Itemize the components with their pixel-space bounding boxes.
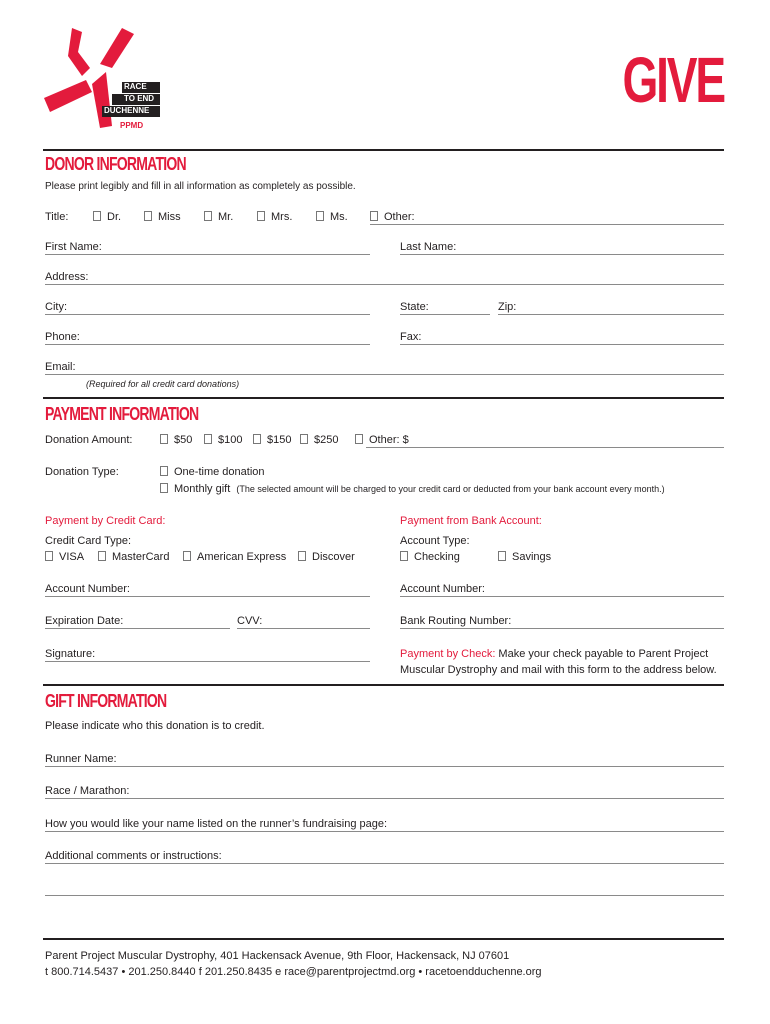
checkbox-icon[interactable] [400, 551, 408, 561]
comments-field[interactable] [45, 863, 724, 864]
checkbox-icon[interactable] [300, 434, 308, 444]
check-instructions: Payment by Check: Make your check payable to Parent Project [400, 648, 709, 660]
gift-intro: Please indicate who this donation is to credit. [45, 720, 265, 732]
amount-250[interactable]: $250 [300, 434, 338, 446]
account-savings[interactable]: Savings [498, 551, 551, 563]
bank-account-number-field[interactable] [400, 596, 724, 597]
card-discover[interactable]: Discover [298, 551, 355, 563]
gift-heading: GIFT INFORMATION [45, 691, 167, 711]
address-field[interactable] [45, 284, 724, 285]
logo-line2: TO END [124, 94, 155, 103]
routing-label: Bank Routing Number: [400, 615, 512, 627]
race-label: Race / Marathon: [45, 785, 130, 797]
routing-field[interactable] [400, 628, 724, 629]
cvv-field[interactable] [237, 628, 370, 629]
race-logo-icon [42, 28, 192, 138]
title-other[interactable]: Other: [370, 211, 415, 223]
expiration-label: Expiration Date: [45, 615, 124, 627]
checkbox-icon[interactable] [160, 434, 168, 444]
divider [43, 397, 724, 399]
first-name-field[interactable] [45, 254, 370, 255]
amount-100[interactable]: $100 [204, 434, 242, 446]
first-name-label: First Name: [45, 241, 102, 253]
title-miss[interactable]: Miss [144, 211, 181, 223]
amount-other[interactable]: Other: $ [355, 434, 409, 446]
payment-heading: PAYMENT INFORMATION [45, 404, 199, 424]
last-name-field[interactable] [400, 254, 724, 255]
address-label: Address: [45, 271, 89, 283]
zip-field[interactable] [498, 314, 724, 315]
divider [43, 938, 724, 940]
checkbox-icon[interactable] [204, 434, 212, 444]
runner-name-field[interactable] [45, 766, 724, 767]
card-account-number-field[interactable] [45, 596, 370, 597]
one-time-option[interactable]: One-time donation [160, 466, 265, 478]
city-label: City: [45, 301, 67, 313]
checkbox-icon[interactable] [498, 551, 506, 561]
donor-intro: Please print legibly and fill in all information as completely as possible. [45, 181, 356, 192]
page-title: GIVE [622, 44, 724, 116]
checkbox-icon[interactable] [370, 211, 378, 221]
checkbox-icon[interactable] [257, 211, 265, 221]
card-visa[interactable]: VISA [45, 551, 84, 563]
checkbox-icon[interactable] [298, 551, 306, 561]
checkbox-icon[interactable] [98, 551, 106, 561]
credit-card-heading: Payment by Credit Card: [45, 515, 166, 527]
title-ms[interactable]: Ms. [316, 211, 348, 223]
checkbox-icon[interactable] [45, 551, 53, 561]
logo [42, 28, 192, 138]
zip-label: Zip: [498, 301, 517, 313]
comments-field-2[interactable] [45, 895, 724, 896]
account-type-label: Account Type: [400, 535, 470, 547]
listing-label: How you would like your name listed on the runner’s fundraising page: [45, 818, 388, 830]
expiration-field[interactable] [45, 628, 230, 629]
state-label: State: [400, 301, 429, 313]
runner-name-label: Runner Name: [45, 753, 117, 765]
phone-label: Phone: [45, 331, 80, 343]
divider [43, 149, 724, 151]
signature-label: Signature: [45, 648, 96, 660]
comments-label: Additional comments or instructions: [45, 850, 222, 862]
title-dr[interactable]: Dr. [93, 211, 121, 223]
fax-field[interactable] [400, 344, 724, 345]
card-mastercard[interactable]: MasterCard [98, 551, 169, 563]
donation-amount-label: Donation Amount: [45, 434, 133, 446]
last-name-label: Last Name: [400, 241, 457, 253]
checkbox-icon[interactable] [355, 434, 363, 444]
checkbox-icon[interactable] [93, 211, 101, 221]
logo-org: PPMD [120, 121, 144, 130]
donation-type-label: Donation Type: [45, 466, 119, 478]
checkbox-icon[interactable] [183, 551, 191, 561]
card-amex[interactable]: American Express [183, 551, 286, 563]
title-mr[interactable]: Mr. [204, 211, 233, 223]
other-amount-field[interactable] [366, 447, 724, 448]
checkbox-icon[interactable] [204, 211, 212, 221]
checkbox-icon[interactable] [253, 434, 261, 444]
listing-field[interactable] [45, 831, 724, 832]
card-type-label: Credit Card Type: [45, 535, 132, 547]
other-field-line[interactable] [370, 224, 724, 225]
signature-field[interactable] [45, 661, 370, 662]
amount-150[interactable]: $150 [253, 434, 291, 446]
state-field[interactable] [400, 314, 490, 315]
checkbox-icon[interactable] [160, 466, 168, 476]
bank-heading: Payment from Bank Account: [400, 515, 542, 527]
race-field[interactable] [45, 798, 724, 799]
email-label: Email: [45, 361, 76, 373]
phone-field[interactable] [45, 344, 370, 345]
title-mrs[interactable]: Mrs. [257, 211, 292, 223]
account-checking[interactable]: Checking [400, 551, 460, 563]
footer-address: Parent Project Muscular Dystrophy, 401 Hackensack Avenue, 9th Floor, Hackensack, NJ 07601 [45, 950, 510, 962]
amount-50[interactable]: $50 [160, 434, 192, 446]
city-field[interactable] [45, 314, 370, 315]
email-note: (Required for all credit card donations) [86, 379, 240, 389]
checkbox-icon[interactable] [316, 211, 324, 221]
divider [43, 684, 724, 686]
monthly-option[interactable]: Monthly gift (The selected amount will be charged to your credit card or deducted from your bank account every month.) [160, 483, 665, 495]
cvv-label: CVV: [237, 615, 263, 627]
monthly-note: (The selected amount will be charged to your credit card or deducted from your bank account every month.) [236, 484, 665, 494]
check-instructions-line2: Muscular Dystrophy and mail with this form to the address below. [400, 664, 717, 676]
email-field[interactable] [45, 374, 724, 375]
fax-label: Fax: [400, 331, 422, 343]
card-account-number-label: Account Number: [45, 583, 130, 595]
checkbox-icon[interactable] [144, 211, 152, 221]
donor-heading: DONOR INFORMATION [45, 154, 186, 174]
bank-account-number-label: Account Number: [400, 583, 485, 595]
logo-line1: RACE [124, 82, 147, 91]
logo-line3: DUCHENNE [104, 106, 150, 115]
checkbox-icon[interactable] [160, 483, 168, 493]
title-label: Title: [45, 211, 69, 223]
footer-contact: t 800.714.5437 • 201.250.8440 f 201.250.8435 e race@parentprojectmd.org • racetoendduchenne.org [45, 966, 542, 978]
